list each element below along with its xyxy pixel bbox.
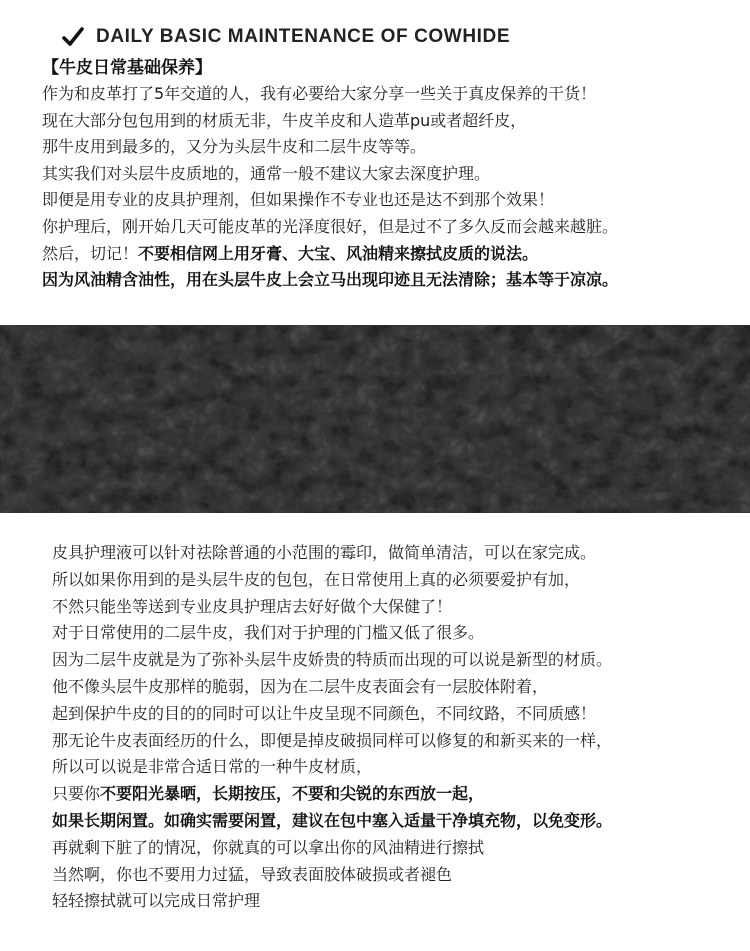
warning-line	[42, 241, 742, 268]
tip-bold-text: 不要阳光暴晒，长期按压，不要和尖锐的东西放一起，	[100, 784, 485, 804]
warning-bold-text: 不要相信网上用牙膏、大宝、风油精来擦拭皮质的说法。	[138, 243, 539, 263]
intro-line-5: 即便是用专业的皮具护理剂，但如果操作不专业也还是达不到那个效果！	[42, 190, 555, 210]
leather-texture-image	[0, 325, 750, 513]
intro-line-4: 其实我们对头层牛皮质地的，通常一般不建议大家去深度护理。	[42, 163, 491, 183]
title-row	[62, 22, 510, 52]
body-line-9: 所以可以说是非常合适日常的一种牛皮材质，	[52, 757, 373, 777]
warning-prefix: 然后，切记！	[42, 243, 139, 263]
body-line-10: 再就剩下脏了的情况，你就真的可以拿出你的风油精进行擦拭	[52, 837, 485, 857]
warning-bold-line: 因为风油精含油性，用在头层牛皮上会立马出现印迹且无法清除；基本等于凉凉。	[42, 270, 619, 290]
intro-line-2: 现在大部分包包用到的材质无非，牛皮羊皮和人造革pu或者超纤皮，	[42, 110, 527, 130]
body-line-12: 轻轻擦拭就可以完成日常护理	[52, 891, 261, 911]
intro-line-3: 那牛皮用到最多的，又分为头层牛皮和二层牛皮等等。	[42, 137, 427, 157]
checkmark-icon	[62, 26, 84, 48]
body-section	[52, 540, 742, 915]
section-subhead: 【牛皮日常基础保养】	[42, 58, 212, 78]
body-line-5: 因为二层牛皮就是为了弥补头层牛皮娇贵的特质而出现的可以说是新型的材质。	[52, 650, 613, 670]
body-line-4: 对于日常使用的二层牛皮，我们对于护理的门槛又低了很多。	[52, 623, 485, 643]
leather-texture-svg	[0, 325, 750, 513]
body-line-3: 不然只能坐等送到专业皮具护理店去好好做个大保健了！	[52, 596, 453, 616]
intro-line-6: 你护理后，刚开始几天可能皮革的光泽度很好，但是过不了多久反而会越来越脏。	[42, 216, 619, 236]
tip-line	[52, 781, 742, 808]
tip-bold-line: 如果长期闲置。如确实需要闲置，建议在包中塞入适量干净填充物，以免变形。	[52, 810, 613, 830]
body-line-7: 起到保护牛皮的目的的同时可以让牛皮呈现不同颜色，不同纹路，不同质感！	[52, 703, 597, 723]
intro-section	[42, 55, 742, 294]
body-line-2: 所以如果你用到的是头层牛皮的包包，在日常使用上真的必须要爱护有加，	[52, 569, 581, 589]
body-line-8: 那无论牛皮表面经历的什么，即便是掉皮破损同样可以修复的和新买来的一样，	[52, 730, 613, 750]
body-line-11: 当然啊，你也不要用力过猛，导致表面胶体破损或者褪色	[52, 864, 453, 884]
tip-prefix: 只要你	[52, 784, 101, 804]
body-line-6: 他不像头层牛皮那样的脆弱，因为在二层牛皮表面会有一层胶体附着，	[52, 676, 549, 696]
body-line-1: 皮具护理液可以针对祛除普通的小范围的霉印，做简单清洁，可以在家完成。	[52, 543, 597, 562]
intro-line-1: 作为和皮革打了5年交道的人，我有必要给大家分享一些关于真皮保养的干货！	[42, 84, 597, 103]
page-title: DAILY BASIC MAINTENANCE OF COWHIDE	[96, 26, 511, 47]
